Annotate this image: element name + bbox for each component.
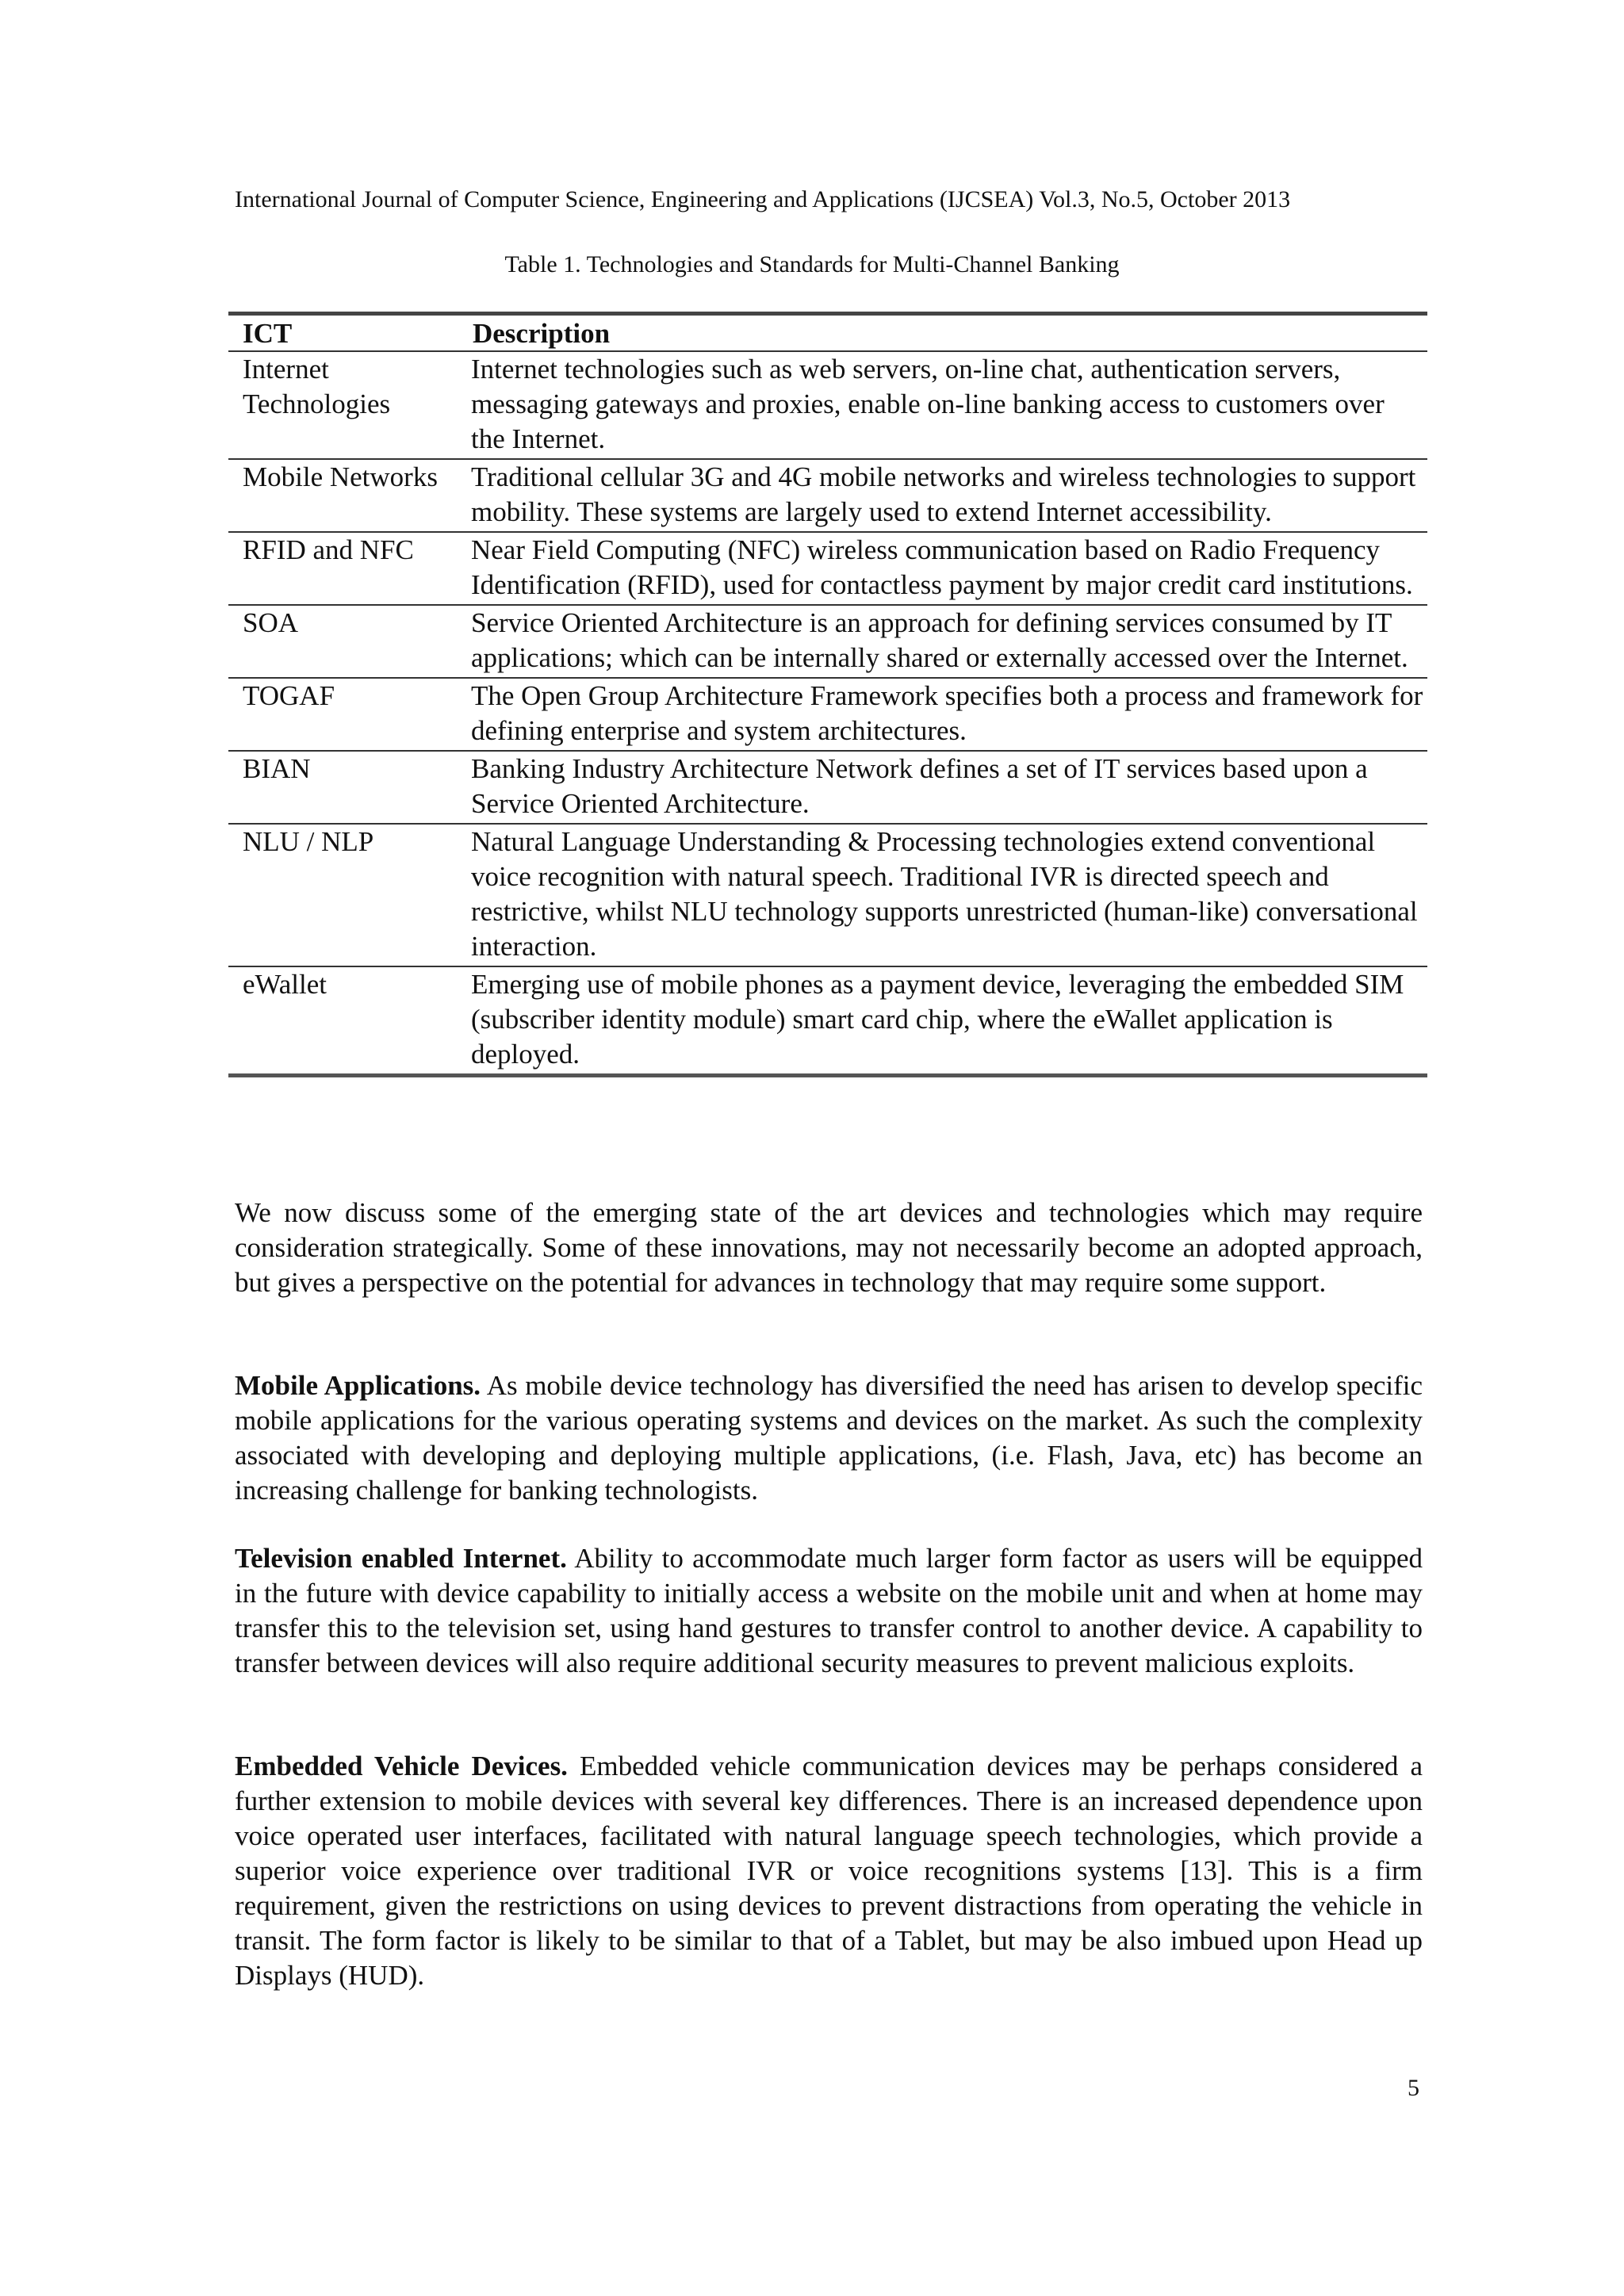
description-cell: Natural Language Understanding & Processing technologies extend conventional voice recognition with natural speech. Traditional IVR is directed speech and restrictive, whilst NLU technology supports unrestricted (human-like) conversational interaction. [471, 826, 1418, 962]
description-cell: Traditional cellular 3G and 4G mobile networks and wireless technologies to support mobility. These systems are largely used to extend Internet accessibility. [471, 461, 1416, 527]
description-cell: Near Field Computing (NFC) wireless communication based on Radio Frequency Identification (RFID), used for contactless payment by major credit card institutions. [471, 534, 1413, 600]
ict-cell: eWallet [243, 969, 327, 1000]
intro-paragraph: We now discuss some of the emerging state of the art devices and technologies which may require consideration strategically. Some of these innovations, may not necessarily become an adopted approach, but gives a perspective on the potential for advances in technology that may require some support. [235, 1197, 1423, 1298]
ict-cell: Mobile Networks [243, 461, 438, 492]
ict-cell: NLU / NLP [243, 826, 374, 857]
table-row [228, 532, 1427, 605]
description-cell: Banking Industry Architecture Network defines a set of IT services based upon a Service Oriented Architecture. [471, 753, 1368, 819]
section-heading: Mobile Applications. [235, 1370, 481, 1401]
table-row [228, 966, 1427, 1076]
table-caption: Table 1. Technologies and Standards for Multi-Channel Banking [504, 251, 1120, 277]
ict-cell: RFID and NFC [243, 534, 414, 565]
embedded-vehicle-paragraph [235, 1749, 1423, 1993]
table-row [228, 751, 1427, 824]
section-heading: Embedded Vehicle Devices. [235, 1751, 568, 1781]
technologies-table [228, 312, 1427, 1077]
page-number: 5 [1408, 2075, 1419, 2101]
section-text: As mobile device technology has diversified the need has arisen to develop specific mobile applications for the various operating systems and devices on the market. As such the complexity associated with developing and deploying multiple applications, (i.e. Flash, Java, etc) has become an increasing challenge for banking technologists. [235, 1370, 1423, 1506]
description-cell: Internet technologies such as web servers, on-line chat, authentication servers, messaging gateways and proxies, enable on-line banking access to customers over the Internet. [471, 354, 1385, 454]
ict-cell: Internet Technologies [243, 354, 391, 419]
section-text: Ability to accommodate much larger form factor as users will be equipped in the future with device capability to initially access a website on the mobile unit and when at home may transfer this to the television set, using hand gestures to transfer control to another device. A capability to transfer between devices will also require additional security measures to prevent malicious exploits. [235, 1543, 1423, 1678]
ict-cell: BIAN [243, 753, 311, 784]
table-row [228, 351, 1427, 459]
table-row [228, 678, 1427, 751]
section-text: Embedded vehicle communication devices may be perhaps considered a further extension to mobile devices with several key differences. There is an increased dependence upon voice operated user interfaces, facilitated with natural language speech technologies, which provide a superior voice experience over traditional IVR or voice recognitions systems [13]. This is a firm requirement, given the restrictions on using devices to prevent distractions from operating the vehicle in transit. The form factor is likely to be similar to that of a Tablet, but may be also imbued upon Head up Displays (HUD). [235, 1751, 1423, 1991]
column-header-ict: ICT [243, 318, 293, 349]
description-cell: The Open Group Architecture Framework specifies both a process and framework for defining enterprise and system architectures. [471, 680, 1423, 746]
television-internet-paragraph [235, 1541, 1423, 1681]
section-heading: Television enabled Internet. [235, 1543, 567, 1574]
ict-cell: SOA [243, 607, 299, 638]
mobile-applications-paragraph [235, 1368, 1423, 1508]
table-row [228, 605, 1427, 678]
description-cell: Service Oriented Architecture is an approach for defining services consumed by IT applications; which can be internally shared or externally accessed over the Internet. [471, 607, 1408, 673]
table-row [228, 459, 1427, 532]
running-header: International Journal of Computer Science, Engineering and Applications (IJCSEA) Vol.3, No.5, October 2013 [235, 186, 1291, 212]
table-row [228, 824, 1427, 966]
ict-cell: TOGAF [243, 680, 335, 711]
description-cell: Emerging use of mobile phones as a payment device, leveraging the embedded SIM (subscriber identity module) smart card chip, where the eWallet application is deployed. [471, 969, 1404, 1070]
column-header-description: Description [473, 318, 611, 349]
table-header-row [228, 314, 1427, 352]
